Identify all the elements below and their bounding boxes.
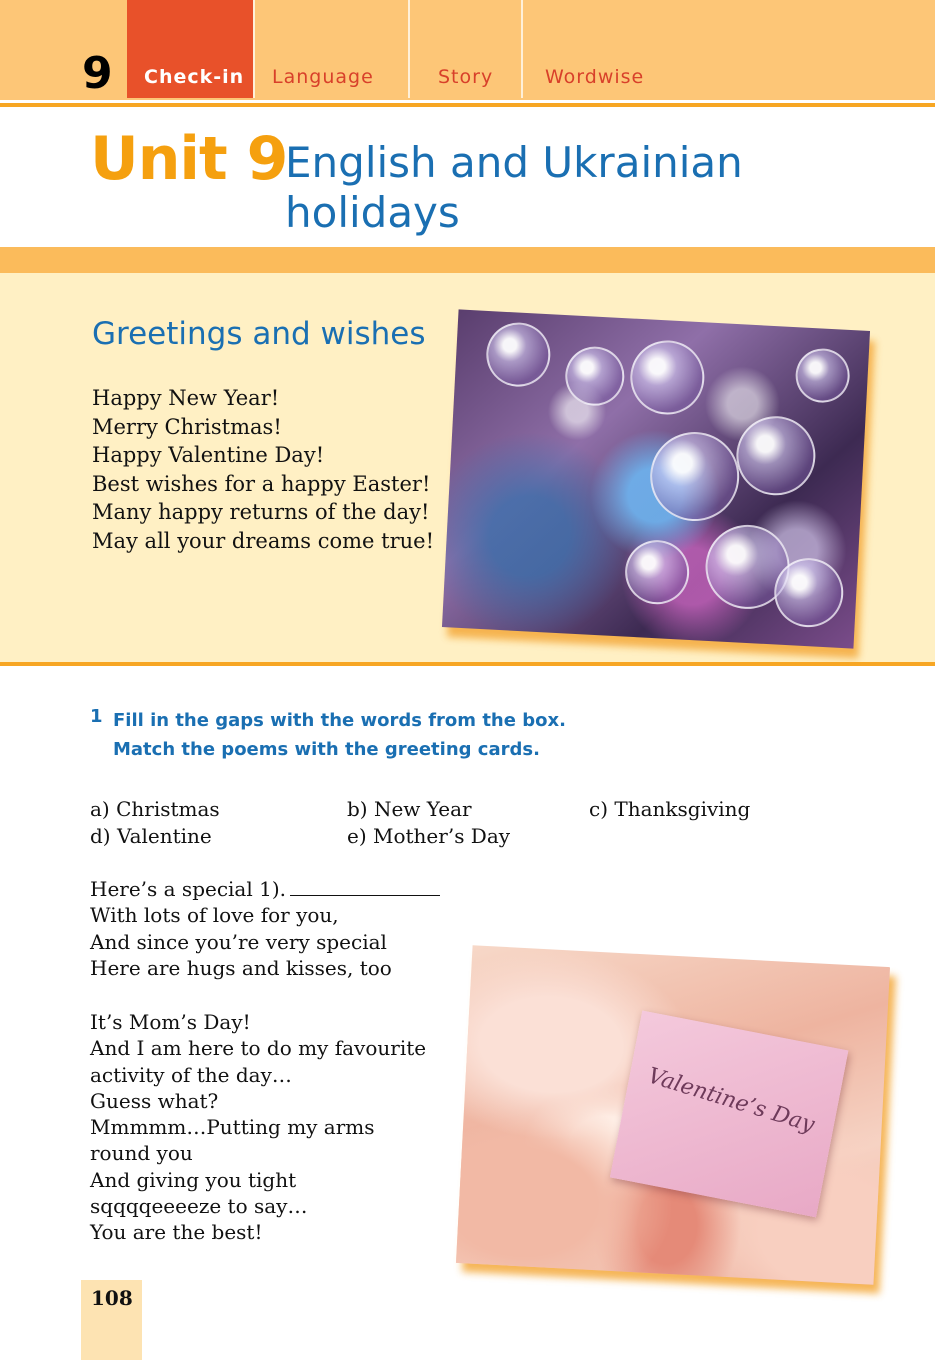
poem-line: Guess what? xyxy=(90,1088,219,1113)
poem-line: Here are hugs and kisses, too xyxy=(90,955,392,980)
poem-line-text: Here’s a special 1). xyxy=(90,877,286,901)
greetings-heading: Greetings and wishes xyxy=(92,316,426,352)
section-band-bottom xyxy=(0,662,935,666)
poem-line xyxy=(90,876,440,902)
greeting-card xyxy=(610,1010,849,1217)
tab-story[interactable]: Story xyxy=(408,0,521,98)
poem-line: Mmmmm…Putting my arms xyxy=(90,1115,375,1140)
bead-shape xyxy=(623,539,690,606)
gap-blank[interactable] xyxy=(290,879,440,896)
bead-shape xyxy=(794,347,851,404)
poem-line: sqqqqeeeeze to say… xyxy=(90,1194,308,1219)
unit-label: Unit 9 xyxy=(90,124,288,194)
tab-check-in[interactable]: Check-in xyxy=(127,0,253,98)
bead-shape xyxy=(648,430,742,524)
poem-one xyxy=(90,876,440,981)
poem-line: activity of the day… xyxy=(90,1062,292,1087)
greetings-list xyxy=(92,384,434,555)
christmas-ornaments-photo xyxy=(442,309,870,648)
section-band-top xyxy=(0,247,935,273)
exercise-instructions xyxy=(113,706,633,764)
greeting-item: Many happy returns of the day! xyxy=(92,500,430,524)
bead-shape xyxy=(485,321,552,388)
bead-shape xyxy=(773,556,846,629)
instruction-line: Match the poems with the greeting cards. xyxy=(113,739,540,760)
greeting-item: Best wishes for a happy Easter! xyxy=(92,471,431,496)
exercise-number: 1 xyxy=(90,706,103,727)
poem-line: And giving you tight xyxy=(90,1167,297,1192)
instruction-line: Fill in the gaps with the words from the box. xyxy=(113,710,566,731)
page-title: English and Ukrainian holidays xyxy=(285,138,743,237)
greeting-item: Happy New Year! xyxy=(92,386,280,410)
valentine-card-photo xyxy=(456,945,890,1284)
bead-shape xyxy=(628,339,706,417)
tab-language[interactable]: Language xyxy=(253,0,408,98)
bead-shape xyxy=(564,345,626,407)
tab-wordwise[interactable]: Wordwise xyxy=(521,0,666,98)
greeting-item: Merry Christmas! xyxy=(92,414,282,439)
word-box-item: b) New Year xyxy=(347,797,472,821)
poem-line: You are the best! xyxy=(90,1220,263,1245)
word-box-item: a) Christmas xyxy=(90,797,220,821)
greeting-item: May all your dreams come true! xyxy=(92,528,435,553)
bead-shape xyxy=(734,414,817,497)
page-number: 108 xyxy=(91,1286,133,1310)
poem-line: It’s Mom’s Day! xyxy=(90,1010,251,1034)
word-box-item: c) Thanksgiving xyxy=(589,797,751,821)
header-divider xyxy=(0,103,935,107)
unit-number: 9 xyxy=(82,48,113,99)
word-box-item: d) Valentine xyxy=(90,824,212,848)
poem-line: And I am here to do my favourite xyxy=(90,1036,427,1061)
poem-line: round you xyxy=(90,1141,193,1166)
word-box-item: e) Mother’s Day xyxy=(347,824,511,848)
poem-line: With lots of love for you, xyxy=(90,903,339,928)
poem-line: And since you’re very special xyxy=(90,929,387,954)
card-text: Valentine’s Day xyxy=(644,1063,818,1138)
poem-two xyxy=(90,1009,426,1246)
greeting-item: Happy Valentine Day! xyxy=(92,443,325,467)
